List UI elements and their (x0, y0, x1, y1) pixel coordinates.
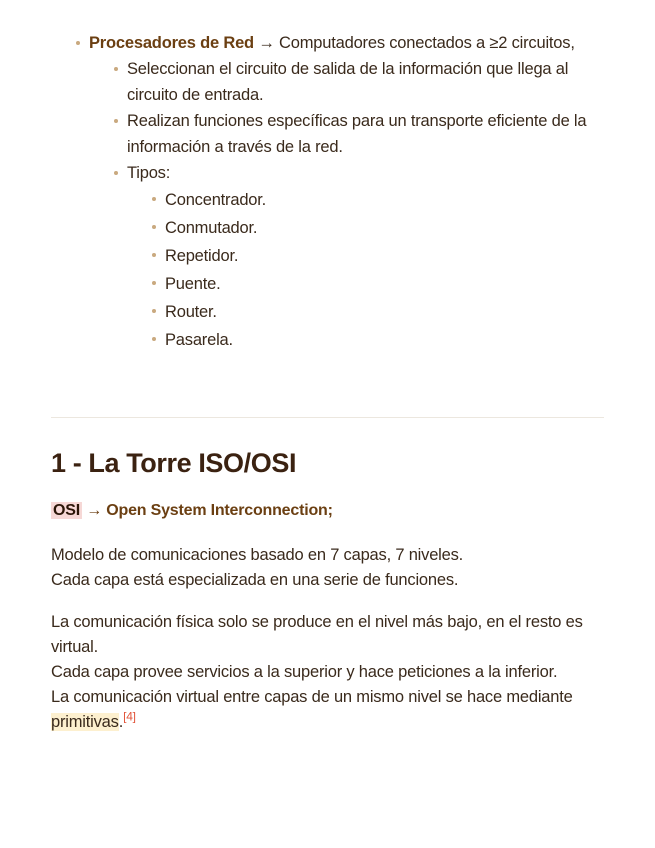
tipo-text: Conmutador. (165, 219, 258, 237)
paragraph-line: Cada capa está especializada en una serie de funciones. (51, 571, 459, 589)
tipo-text: Puente. (165, 275, 221, 293)
sub-item-text: Realizan funciones específicas para un transporte eficiente de la información a través de la red. (127, 112, 587, 156)
list-item (165, 298, 609, 326)
arrow-icon: → (258, 34, 275, 52)
list-item-tipos (127, 160, 609, 354)
tipo-text: Repetidor. (165, 247, 239, 265)
paragraph-line: Modelo de comunicaciones basado en 7 capas, 7 niveles. (51, 546, 464, 564)
osi-abbreviation: OSI (53, 502, 80, 519)
term-procesadores: Procesadores de Red (89, 34, 254, 52)
paragraph-modelo (51, 543, 611, 593)
bullet-list (89, 30, 609, 354)
paragraph-line: Cada capa provee servicios a la superior y hace peticiones a la inferior. (51, 663, 558, 681)
paragraph-line: La comunicación física solo se produce en el nivel más bajo, en el resto es virtual. (51, 613, 583, 656)
paragraph-punctuation: . (118, 713, 124, 731)
arrow-icon: → (86, 502, 103, 519)
highlighted-term: primitivas (51, 713, 119, 731)
osi-definition (51, 502, 333, 520)
bullet-icon (152, 281, 156, 285)
tipo-text: Concentrador. (165, 191, 267, 209)
bullet-icon (114, 171, 118, 175)
section-heading: 1 - La Torre ISO/OSI (51, 448, 297, 478)
bullet-icon (152, 253, 156, 257)
bullet-icon (114, 119, 118, 123)
list-item (165, 270, 609, 298)
list-item (165, 186, 609, 214)
sub-list (127, 56, 609, 354)
list-item (127, 108, 609, 160)
paragraph-line: La comunicación virtual entre capas de un mismo nivel se hace mediante (51, 688, 573, 706)
osi-expansion: Open System Interconnection; (106, 502, 333, 519)
footnote-reference-link[interactable]: [4] (123, 709, 136, 724)
item-description: Computadores conectados a ≥2 circuitos, (279, 34, 575, 52)
tipos-label: Tipos: (127, 164, 171, 182)
tipo-text: Pasarela. (165, 331, 233, 349)
list-item-procesadores (89, 30, 609, 354)
list-item (127, 56, 609, 108)
paragraph-comunicacion (51, 610, 611, 735)
bullet-icon (152, 337, 156, 341)
bullet-icon (152, 225, 156, 229)
sub-item-text: Seleccionan el circuito de salida de la información que llega al circuito de entrada. (127, 60, 569, 104)
bullet-icon (152, 309, 156, 313)
list-item (165, 242, 609, 270)
bullet-icon (76, 41, 80, 45)
tipos-list (165, 186, 609, 354)
bullet-icon (152, 197, 156, 201)
list-item (165, 214, 609, 242)
list-item (165, 326, 609, 354)
bullet-icon (114, 67, 118, 71)
section-divider (51, 417, 604, 418)
tipo-text: Router. (165, 303, 217, 321)
